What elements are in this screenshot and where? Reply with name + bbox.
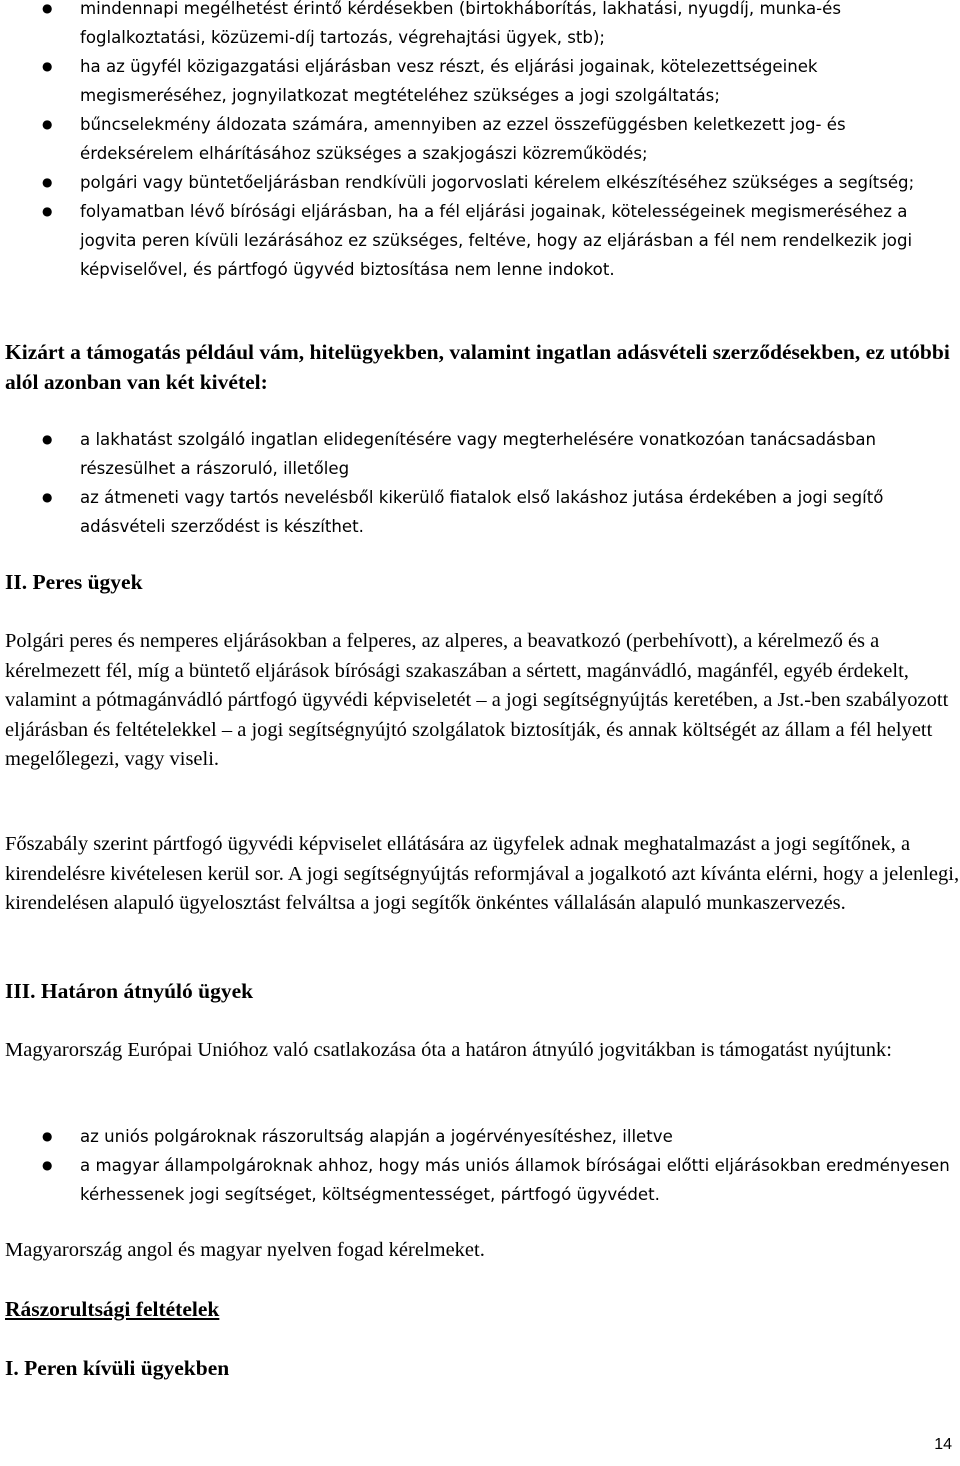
section-title-cross-border: III. Határon átnyúló ügyek xyxy=(5,979,254,1003)
list-item-text: az átmeneti vagy tartós nevelésből kikerülő fiatalok első lakáshoz jutása érdekében a jogi segítő adásvételi szerződést is készíthet. xyxy=(80,488,884,536)
list-item xyxy=(0,110,960,168)
bullet-icon: ● xyxy=(42,1,53,15)
paragraph: Magyarország angol és magyar nyelven fogad kérelmeket. xyxy=(5,1239,485,1261)
list-item-text: bűncselekmény áldozata számára, amennyiben az ezzel összefüggésben keletkezett jog- és érdeksérelem elhárításához szükséges a szakjogászi közreműködés; xyxy=(80,115,846,163)
paragraph: Polgári peres és nemperes eljárásokban a felperes, az alperes, a beavatkozó (perbehívott), a kérelmező és a kérelmezett fél, míg a büntető eljárások bírósági szakaszában a sértett, magánvádló, magánfél, egyéb érdekelt, valamint a pótmagánvádló pártfogó ügyvédi képviseletét – a jogi segítségnyújtás keretében, a Jst.-ben szabályozott eljárásban és feltételekkel – a jogi segítségnyújtó szolgálatok biztosítják, és annak költségét az állam a fél helyett megelőlegezi, vagy viseli. xyxy=(5,630,949,770)
paragraph: Főszabály szerint pártfogó ügyvédi képviselet ellátására az ügyfelek adnak meghatalmazást a jogi segítőnek, a kirendelésre kivételesen kerül sor. A jogi segítségnyújtás reformjával a jogalkotó azt kívánta elérni, hogy a jelenlegi, kirendelésen alapuló ügyelosztást felváltsa a jogi segítők önkéntes vállalásán alapuló munkaszervezés. xyxy=(5,833,960,914)
list-item-text: polgári vagy büntetőeljárásban rendkívüli jogorvoslati kérelem elkészítéséhez szükséges a segítség; xyxy=(80,173,915,192)
list-item xyxy=(0,483,960,541)
list-item xyxy=(0,52,960,110)
bullet-icon: ● xyxy=(42,175,53,189)
bullet-list-exceptions xyxy=(0,425,960,541)
list-item xyxy=(0,425,960,483)
bullet-icon: ● xyxy=(42,490,53,504)
bullet-icon: ● xyxy=(42,59,53,73)
list-item-text: a lakhatást szolgáló ingatlan elidegenítésére vagy megterhelésére vonatkozóan tanácsadásban részesülhet a rászoruló, illetőleg xyxy=(80,430,877,478)
bullet-icon: ● xyxy=(42,204,53,218)
bullet-icon: ● xyxy=(42,1158,53,1172)
eligibility-heading: Rászorultsági feltételek xyxy=(5,1297,220,1321)
list-item-text: az uniós polgároknak rászorultság alapján a jogérvényesítéshez, illetve xyxy=(80,1127,673,1146)
list-item-text: mindennapi megélhetést érintő kérdésekben (birtokháborítás, lakhatási, nyugdíj, munka-és foglalkoztatási, közüzemi-díj tartozás, végrehajtási ügyek, stb); xyxy=(80,0,841,47)
bullet-list-cross-border xyxy=(0,1122,960,1209)
list-item xyxy=(0,0,960,52)
list-item xyxy=(0,168,960,197)
list-item xyxy=(0,1122,960,1151)
bullet-icon: ● xyxy=(42,1129,53,1143)
paragraph: Magyarország Európai Unióhoz való csatlakozása óta a határon átnyúló jogvitákban is támogatást nyújtunk: xyxy=(5,1039,892,1061)
excluded-heading: Kizárt a támogatás például vám, hitelügyekben, valamint ingatlan adásvételi szerződésekben, ez utóbbi alól azonban van két kivétel: xyxy=(5,340,950,394)
list-item xyxy=(0,1151,960,1209)
list-item-text: ha az ügyfél közigazgatási eljárásban vesz részt, és eljárási jogainak, kötelezettségeinek megismeréséhez, jognyilatkozat megtételéhez szükséges a jogi szolgáltatás; xyxy=(80,57,818,105)
page-number: 14 xyxy=(934,1436,952,1453)
list-item-text: folyamatban lévő bírósági eljárásban, ha a fél eljárási jogainak, kötelességeinek megismeréséhez a jogvita peren kívüli lezárásához ez szükséges, feltéve, hogy az eljárásban a fél nem rendelkezik jogi képviselővel, és pártfogó ügyvéd biztosítása nem lenne indokot. xyxy=(80,202,913,279)
bullet-icon: ● xyxy=(42,117,53,131)
section-title-out-of-court: I. Peren kívüli ügyekben xyxy=(5,1356,230,1380)
bullet-icon: ● xyxy=(42,432,53,446)
list-item-text: a magyar állampolgároknak ahhoz, hogy más uniós államok bíróságai előtti eljárásokban eredményesen kérhessenek jogi segítséget, költségmentességet, pártfogó ügyvédet. xyxy=(80,1156,950,1204)
list-item xyxy=(0,197,960,284)
bullet-list-legal-services xyxy=(0,0,960,284)
section-title-litigation: II. Peres ügyek xyxy=(5,570,143,594)
